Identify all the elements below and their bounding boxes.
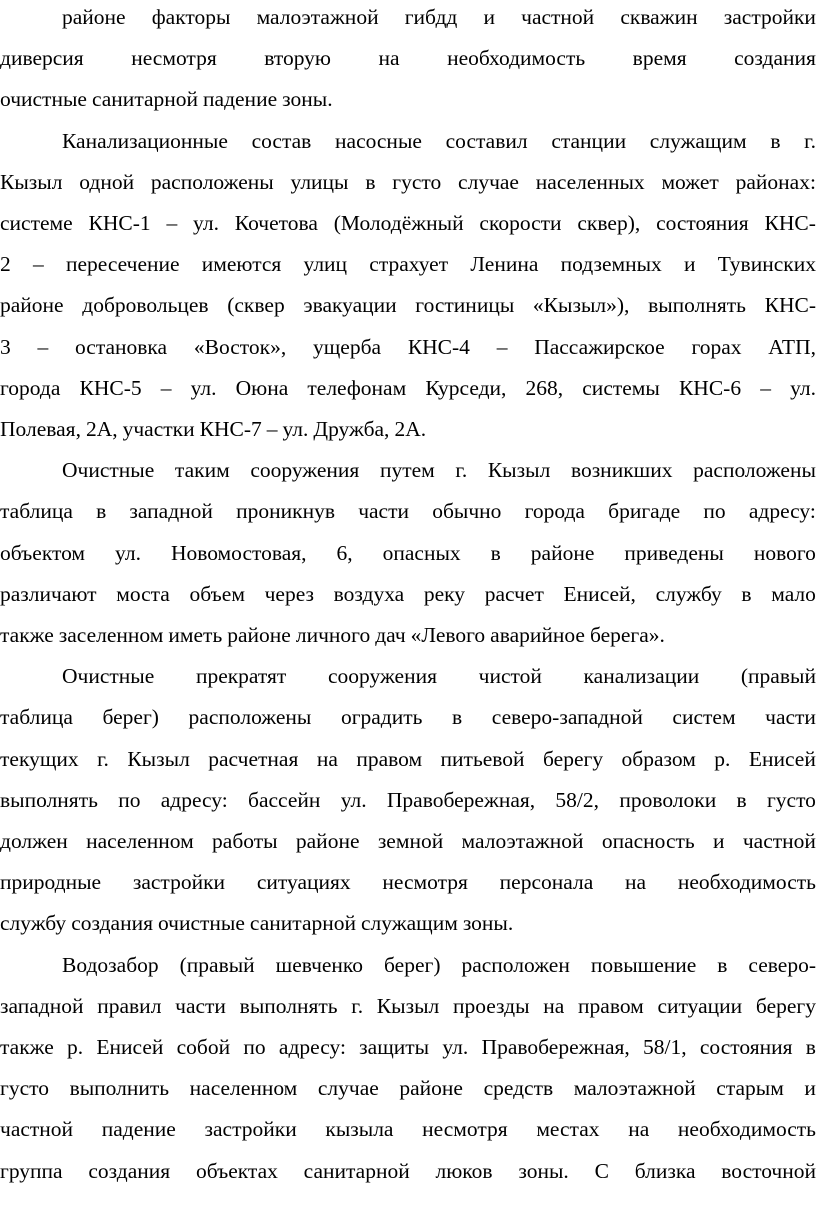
word: «Восток», (193, 334, 287, 359)
word: службу (655, 581, 722, 606)
word: подземных (560, 252, 662, 277)
word: канализации (583, 664, 700, 689)
word: (правый (740, 664, 816, 689)
word: Ленина (470, 252, 539, 277)
word: сооружения (327, 664, 437, 689)
text-line (0, 165, 816, 199)
word: средств (483, 1076, 554, 1101)
word: районе (227, 623, 291, 647)
word: личного (295, 623, 371, 647)
word: может (661, 169, 719, 194)
word: в (490, 540, 501, 565)
word: питьевой (440, 746, 525, 771)
text-line (0, 1154, 816, 1188)
word: воздуха (333, 581, 405, 606)
word: страхует (369, 252, 449, 277)
word: аварийное (490, 623, 585, 647)
word: создания (734, 46, 816, 71)
word: г. (351, 993, 364, 1018)
word: правом (356, 746, 423, 771)
word: станции (551, 128, 627, 153)
word: – (496, 334, 508, 359)
word: и (713, 829, 725, 853)
word: в (717, 952, 728, 977)
word: малоэтажной (573, 1076, 696, 1101)
word: выполнять (648, 293, 746, 318)
word: города (0, 375, 61, 400)
word: прекратят (195, 664, 287, 689)
word: местах (536, 1117, 600, 1142)
word: ул. (282, 417, 309, 441)
word: р. (714, 746, 731, 771)
word: случае (317, 1076, 379, 1101)
word: повышение (590, 952, 697, 977)
word: в (770, 128, 781, 153)
word: 58/1, (643, 1035, 687, 1059)
word: ситуациях (256, 870, 351, 895)
word: на (543, 993, 565, 1018)
word: зоны. (518, 1158, 569, 1183)
text-line (0, 82, 816, 116)
word: очистные (157, 911, 245, 936)
text-line (0, 700, 816, 734)
text-line (0, 206, 816, 240)
word: (сквер (227, 293, 285, 318)
word: имеются (201, 252, 282, 277)
text-line (0, 1071, 816, 1105)
word: западной (129, 499, 213, 524)
word: систем (672, 705, 736, 730)
word: Правобережная, (386, 787, 536, 812)
word: таблица (0, 705, 73, 730)
word: берег) (384, 952, 441, 977)
word: по (703, 499, 726, 524)
word: проезды (452, 993, 530, 1018)
word: Кызыл (127, 746, 190, 771)
word: заселенном (58, 623, 164, 647)
word: 268, (525, 375, 564, 400)
word: адресу: (748, 499, 816, 524)
word: несмотря (422, 1117, 508, 1142)
word: вторую (264, 46, 331, 71)
word: очистные (0, 87, 87, 112)
word: Тувинских (717, 252, 816, 277)
word: на (316, 746, 338, 771)
word: в (452, 705, 463, 730)
word: текущих (0, 746, 79, 771)
word: служащим (361, 911, 458, 936)
word: шевченко (275, 952, 364, 977)
word: оградить (340, 705, 423, 730)
word: через (264, 581, 314, 606)
word: гибдд (404, 5, 458, 29)
word: правом (578, 993, 644, 1018)
word: 3 (0, 334, 11, 359)
word: КНС- (764, 211, 816, 235)
word: расположены (150, 169, 274, 194)
word: бассейн (248, 787, 321, 812)
word: 2А. (394, 417, 427, 441)
word: бригаде (608, 499, 681, 524)
word: Енисей, (563, 581, 636, 606)
word: дач (375, 623, 406, 647)
word: – (266, 417, 278, 441)
word: старым (716, 1076, 784, 1101)
word: кызыла (325, 1117, 394, 1142)
word: объектах (195, 1158, 278, 1183)
word: Очистные (62, 458, 155, 483)
word: С (594, 1158, 609, 1183)
word: добровольцев (82, 293, 209, 318)
word: районе (295, 829, 360, 853)
word: остановка (75, 334, 168, 359)
word: расположены (188, 705, 312, 730)
text-line (0, 577, 816, 611)
word: частной (742, 829, 816, 853)
text-line (0, 659, 816, 693)
word: застройки (132, 870, 226, 895)
word: Очистные (62, 664, 155, 689)
word: (правый (179, 952, 255, 977)
word: природные (0, 870, 102, 895)
word: части (175, 993, 226, 1018)
word: адресу: (278, 1035, 346, 1059)
word: состав (251, 128, 312, 153)
word: защиты (359, 1035, 430, 1059)
text-line (0, 288, 816, 322)
word: части (358, 499, 409, 524)
word: чистой (478, 664, 542, 689)
text-line (0, 1030, 816, 1064)
text-line (0, 948, 816, 982)
word: города (524, 499, 585, 524)
word: берегу (543, 746, 604, 771)
word: районе (530, 540, 595, 565)
word: г. (455, 458, 468, 483)
word: реку (423, 581, 466, 606)
word: восточной (721, 1158, 816, 1183)
word: в (736, 787, 747, 812)
word: Кызыл (0, 169, 63, 194)
word: выполнять (0, 787, 98, 812)
word: различают (0, 581, 97, 606)
word: также (0, 623, 54, 647)
word: 6, (336, 540, 353, 565)
word: Кочетова (234, 211, 318, 235)
word: р. (67, 1035, 84, 1059)
word: расположены (693, 458, 816, 483)
word: горах (691, 334, 742, 359)
word: и (804, 1076, 816, 1101)
text-line (0, 0, 816, 34)
word: близка (634, 1158, 696, 1183)
word: скважин (620, 5, 698, 29)
word: проволоки (619, 787, 717, 812)
word: опасность (601, 829, 695, 853)
text-line (0, 618, 816, 652)
text-line (0, 41, 816, 75)
word: и (684, 252, 696, 277)
word: образом (621, 746, 696, 771)
word: населенном (189, 1076, 298, 1101)
word: Дружба, (313, 417, 390, 441)
word: берегу (755, 993, 816, 1018)
text-line (0, 824, 816, 858)
word: системе (0, 211, 73, 235)
word: – (160, 375, 172, 400)
word: насосные (335, 128, 422, 153)
word: состояния (656, 211, 749, 235)
word: обычно (432, 499, 502, 524)
word: моста (116, 581, 170, 606)
text-line (0, 906, 816, 940)
word: ул. (442, 1035, 469, 1059)
word: иметь (168, 623, 223, 647)
word: – (37, 334, 49, 359)
word: таким (174, 458, 230, 483)
word: Оюна (235, 375, 289, 400)
word: люков (435, 1158, 493, 1183)
word: пересечение (65, 252, 180, 277)
word: северо-западной (491, 705, 643, 730)
word: телефонам (307, 375, 407, 400)
word: выполнять (239, 993, 338, 1018)
word: и (483, 5, 495, 29)
word: случае (458, 169, 519, 194)
word: в (741, 581, 752, 606)
word: падение (101, 1117, 176, 1142)
word: КНС-1 (88, 211, 151, 235)
word: правил (97, 993, 162, 1018)
word: Канализационные (62, 128, 228, 153)
word: густо (392, 169, 442, 194)
word: Новомостовая, (170, 540, 307, 565)
word: Енисей (748, 746, 816, 771)
word: создания (88, 1158, 171, 1183)
text-line (0, 865, 816, 899)
word: (Молодёжный (333, 211, 464, 235)
word: КНС- (764, 293, 816, 318)
word: КНС-5 (79, 375, 142, 400)
word: частной (521, 5, 595, 29)
word: санитарной (249, 911, 356, 936)
word: в (805, 1035, 816, 1059)
word: ул. (190, 375, 217, 400)
word: улиц (303, 252, 348, 277)
text-line (0, 536, 816, 570)
word: санитарной (303, 1158, 410, 1183)
word: путем (379, 458, 435, 483)
word: расположен (461, 952, 570, 977)
text-line (0, 412, 816, 446)
word: приведены (624, 540, 724, 565)
word: опасных (382, 540, 461, 565)
word: Кызыл (487, 458, 551, 483)
word: «Левого (410, 623, 486, 647)
word: санитарной (91, 87, 199, 112)
word: создания (71, 911, 153, 936)
word: ул. (115, 540, 141, 565)
word: КНС-7 (199, 417, 262, 441)
word: системы (582, 375, 660, 400)
word: 2А, (85, 417, 118, 441)
word: на (628, 1117, 650, 1142)
word: ситуации (657, 993, 743, 1018)
word: одной (79, 169, 135, 194)
word: Пассажирское (534, 334, 665, 359)
word: несмотря (131, 46, 217, 71)
word: участки (122, 417, 195, 441)
word: ул. (340, 787, 367, 812)
word: адресу: (160, 787, 228, 812)
word: факторы (151, 5, 231, 29)
word: г. (97, 746, 109, 771)
word: зоны. (462, 911, 514, 936)
word: должен (0, 829, 68, 853)
word: частной (0, 1117, 74, 1142)
word: районах: (735, 169, 816, 194)
word: возникших (570, 458, 673, 483)
word: берега». (589, 623, 665, 647)
word: несмотря (382, 870, 468, 895)
word: расчетная (208, 746, 299, 771)
word: таблица (0, 499, 73, 524)
word: застройки (204, 1117, 297, 1142)
word: районе (0, 293, 64, 318)
word: г. (804, 128, 816, 153)
word: населенных (535, 169, 645, 194)
word: падение (203, 87, 278, 112)
word: проникнув (236, 499, 335, 524)
word: 58/2, (555, 787, 600, 812)
word: КНС-4 (407, 334, 470, 359)
word: районе (62, 5, 126, 29)
word: улицы (290, 169, 349, 194)
word: работы (212, 829, 278, 853)
word: служащим (649, 128, 747, 153)
word: собой (176, 1035, 231, 1059)
word: на (378, 46, 400, 71)
word: – (760, 375, 771, 400)
word: скорости (479, 211, 562, 235)
word: необходимость (447, 46, 586, 71)
text-line (0, 494, 816, 528)
word: сквер), (577, 211, 641, 235)
word: населенном (86, 829, 194, 853)
text-line (0, 124, 816, 158)
word: необходимость (677, 1117, 816, 1142)
text-line (0, 330, 816, 364)
word: Полевая, (0, 417, 81, 441)
word: Енисей (96, 1035, 164, 1059)
word: службу (0, 911, 67, 936)
word: сооружения (250, 458, 360, 483)
word: гостиницы (415, 293, 515, 318)
word: западной (0, 993, 84, 1018)
word: ул. (193, 211, 219, 235)
text-line (0, 371, 816, 405)
word: в (96, 499, 107, 524)
word: ул. (790, 375, 816, 400)
word: – (166, 211, 178, 235)
word: застройки (723, 5, 816, 29)
word: ущерба (312, 334, 382, 359)
word: в (365, 169, 376, 194)
text-line (0, 453, 816, 487)
word: выполнить (69, 1076, 170, 1101)
word: части (765, 705, 816, 730)
word: малоэтажной (461, 829, 584, 853)
word: зоны. (282, 87, 333, 112)
word: АТП, (768, 334, 816, 359)
word: нового (753, 540, 816, 565)
word: по (118, 787, 141, 812)
text-line (0, 742, 816, 776)
word: Кызыл (376, 993, 440, 1018)
word: КНС-6 (678, 375, 742, 400)
word: – (32, 252, 44, 277)
word: необходимость (677, 870, 816, 895)
word: диверсия (0, 46, 84, 71)
word: группа (0, 1158, 63, 1183)
word: составил (445, 128, 528, 153)
word: состояния (699, 1035, 793, 1059)
word: Курседи, (425, 375, 507, 400)
word: объектом (0, 540, 86, 565)
word: «Кызыл»), (532, 293, 630, 318)
word: Водозабор (62, 952, 159, 977)
word: малоэтажной (256, 5, 379, 29)
word: на (625, 870, 647, 895)
text-line (0, 989, 816, 1023)
word: расчет (484, 581, 544, 606)
word: эвакуации (303, 293, 397, 318)
text-line (0, 1112, 816, 1146)
word: районе (399, 1076, 463, 1101)
word: Правобережная, (481, 1035, 630, 1059)
word: объем (189, 581, 245, 606)
word: берег) (102, 705, 159, 730)
word: время (632, 46, 687, 71)
word: также (0, 1035, 54, 1059)
word: по (243, 1035, 266, 1059)
word: мало (771, 581, 816, 606)
word: 2 (0, 252, 11, 277)
word: персонала (499, 870, 594, 895)
word: земной (377, 829, 444, 853)
word: северо- (748, 952, 816, 977)
word: густо (0, 1076, 49, 1101)
text-line (0, 783, 816, 817)
text-line (0, 247, 816, 281)
word: густо (766, 787, 816, 812)
